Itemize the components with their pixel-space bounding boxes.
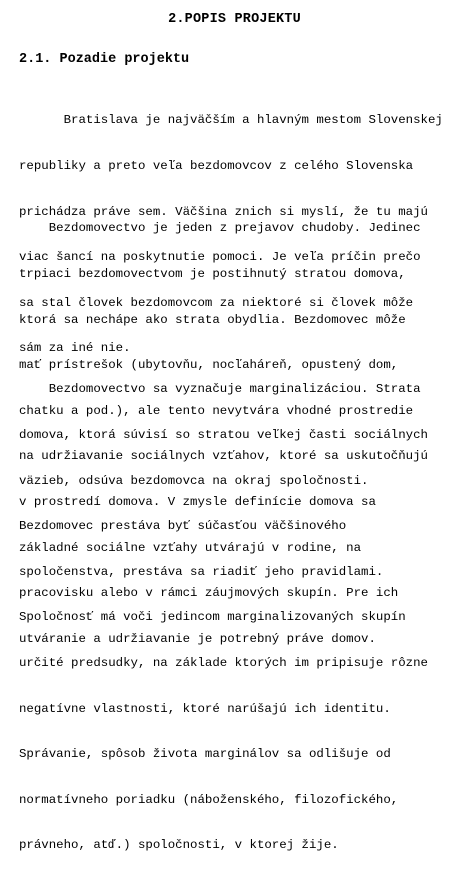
paragraph-line: právneho, atď.) spoločnosti, v ktorej žije. <box>19 838 339 853</box>
paragraph-line: utváranie a udržiavanie je potrebný práve domov. <box>19 631 376 646</box>
paragraph-line: prichádza práve sem. Väčšina znich si myslí, že tu majú <box>19 204 428 219</box>
paragraph-line: Spoločnosť má voči jedincom marginalizovaných skupín <box>19 610 406 625</box>
paragraph-line: sa stal človek bezdomovcom za niektoré si človek môže <box>19 295 414 310</box>
paragraph-line: Bezdomovectvo je jeden z prejavov chudoby. Jedinec <box>19 221 421 236</box>
paragraph-line: na udržiavanie sociálnych vzťahov, ktoré sa uskutočňujú <box>19 449 428 464</box>
paragraph-line: mať prístrešok (ubytovňu, nocľaháreň, opustený dom, <box>19 358 399 373</box>
paragraph-line: základné sociálne vzťahy utvárajú v rodine, na <box>19 540 362 555</box>
paragraph-line: väzieb, odsúva bezdomovca na okraj spoločnosti. <box>19 473 369 488</box>
paragraph-line: normatívneho poriadku (náboženského, filozofického, <box>19 792 399 807</box>
section-heading: 2.1. Pozadie projektu <box>19 52 190 67</box>
paragraph-line: v prostredí domova. V zmysle definície domova sa <box>19 494 376 509</box>
paragraph-line: určité predsudky, na základe ktorých im pripisuje rôzne <box>19 655 428 670</box>
paragraph-line: republiky a preto veľa bezdomovcov z celého Slovenska <box>19 159 414 173</box>
paragraph-line: Bezdomovec prestáva byť súčasťou väčšinového <box>19 519 347 534</box>
paragraph-line: sám za iné nie. <box>19 341 131 356</box>
paragraph-line: pracovisku alebo v rámci záujmových skupín. Pre ich <box>19 586 399 601</box>
document-title: 2.POPIS PROJEKTU <box>168 12 301 27</box>
paragraph-line: viac šancí na poskytnutie pomoci. Je veľa príčin prečo <box>19 250 421 265</box>
paragraph-line: negatívne vlastnosti, ktoré narúšajú ich identitu. <box>19 701 391 716</box>
paragraph-line: Správanie, spôsob života marginálov sa odlišuje od <box>19 747 391 762</box>
paragraph-line: Bratislava je najväčším a hlavným mestom Slovenskej <box>19 113 443 128</box>
paragraph-line: spoločenstva, prestáva sa riadiť jeho pravidlami. <box>19 564 384 579</box>
paragraph-line: trpiaci bezdomovectvom je postihnutý stratou domova, <box>19 267 406 281</box>
paragraph-line: domova, ktorá súvisí so stratou veľkej časti sociálnych <box>19 428 428 442</box>
paragraph-3 <box>19 352 459 884</box>
paragraph-line: chatku a pod.), ale tento nevytvára vhodné prostredie <box>19 403 414 418</box>
paragraph-line: Bezdomovectvo sa vyznačuje marginalizáciou. Strata <box>19 382 421 397</box>
paragraph-line: ktorá sa nechápe ako strata obydlia. Bezdomovec môže <box>19 312 406 327</box>
